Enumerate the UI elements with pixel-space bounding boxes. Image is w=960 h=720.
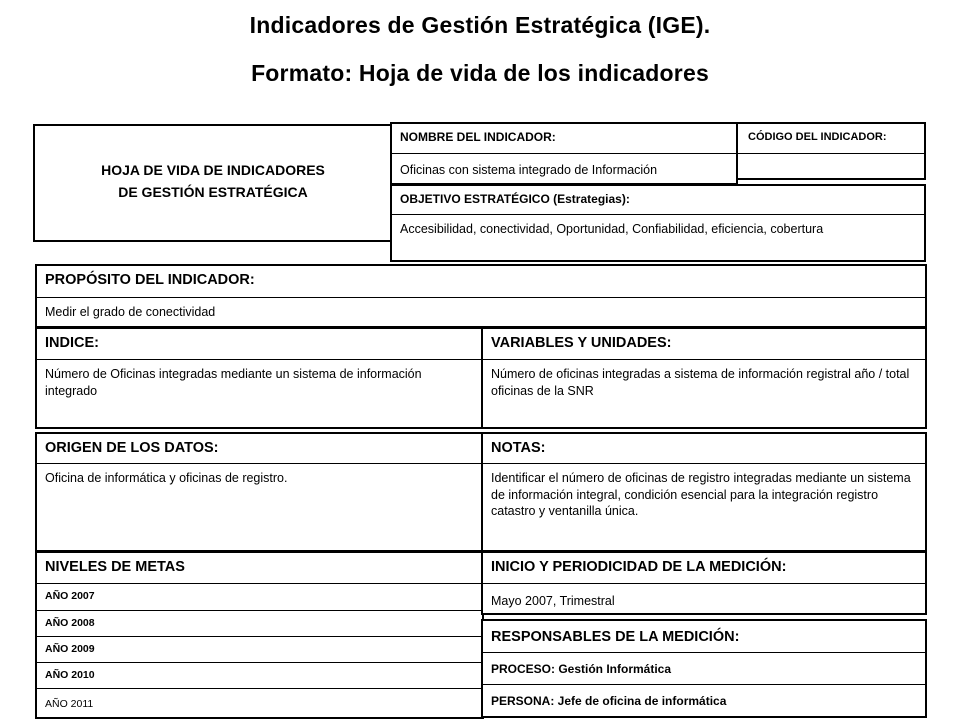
index-label: INDICE: bbox=[45, 335, 99, 351]
data-origin-box bbox=[35, 432, 484, 552]
page-subtitle: Formato: Hoja de vida de los indicadores bbox=[251, 60, 709, 86]
notes-box bbox=[481, 432, 927, 552]
responsible-process: PROCESO: Gestión Informática bbox=[491, 662, 672, 676]
index-value: Número de Oficinas integradas mediante un sistema de información integrado bbox=[45, 367, 422, 398]
measurement-value: Mayo 2007, Trimestral bbox=[491, 594, 615, 608]
variables-label: VARIABLES Y UNIDADES: bbox=[491, 335, 672, 351]
goal-year-label: AÑO 2011 bbox=[45, 698, 94, 710]
responsible-person: PERSONA: Jefe de oficina de informática bbox=[491, 694, 727, 708]
measurement-box bbox=[481, 551, 927, 615]
goal-year-row bbox=[37, 611, 482, 637]
goal-year-row bbox=[37, 584, 482, 611]
page-title: Indicadores de Gestión Estratégica (IGE). bbox=[249, 12, 711, 38]
notes-label: NOTAS: bbox=[491, 440, 546, 456]
indicator-code-box bbox=[736, 122, 926, 180]
goals-label: NIVELES DE METAS bbox=[45, 559, 185, 575]
responsibles-box bbox=[481, 619, 927, 718]
indicator-name-label: NOMBRE DEL INDICADOR: bbox=[400, 130, 556, 144]
goal-year-label: AÑO 2009 bbox=[45, 643, 95, 655]
measurement-label: INICIO Y PERIODICIDAD DE LA MEDICIÓN: bbox=[491, 559, 787, 575]
goal-year-label: AÑO 2007 bbox=[45, 590, 95, 602]
objective-value: Accesibilidad, conectividad, Oportunidad, Confiabilidad, eficiencia, cobertura bbox=[400, 222, 824, 236]
variables-value: Número de oficinas integradas a sistema de información registral año / total oficinas de la SNR bbox=[491, 367, 910, 398]
goal-year-row bbox=[37, 663, 482, 689]
data-origin-value: Oficina de informática y oficinas de registro. bbox=[45, 471, 288, 485]
objective-box bbox=[390, 184, 926, 262]
objective-label: OBJETIVO ESTRATÉGICO (Estrategias): bbox=[400, 192, 630, 206]
variables-box bbox=[481, 327, 927, 429]
index-box bbox=[35, 327, 484, 429]
purpose-value: Medir el grado de conectividad bbox=[45, 305, 216, 319]
sheet-title-line1: HOJA DE VIDA DE INDICADORES bbox=[101, 162, 325, 178]
purpose-label: PROPÓSITO DEL INDICADOR: bbox=[45, 272, 255, 288]
purpose-box bbox=[35, 264, 927, 328]
data-origin-label: ORIGEN DE LOS DATOS: bbox=[45, 440, 219, 456]
indicator-code-label: CÓDIGO DEL INDICADOR: bbox=[748, 131, 887, 143]
goals-box bbox=[35, 551, 484, 719]
indicator-name-box bbox=[390, 122, 738, 185]
responsibles-label: RESPONSABLES DE LA MEDICIÓN: bbox=[491, 629, 740, 645]
goal-year-row bbox=[37, 689, 482, 719]
sheet-title-line2: DE GESTIÓN ESTRATÉGICA bbox=[118, 184, 308, 201]
indicator-name-value: Oficinas con sistema integrado de Información bbox=[400, 163, 658, 177]
notes-value: Identificar el número de oficinas de registro integradas mediante un sistema de información integral, condición esencial para la integración registro catastro y ventanilla única. bbox=[491, 471, 911, 519]
goal-year-label: AÑO 2010 bbox=[45, 669, 95, 681]
goal-year-row bbox=[37, 637, 482, 663]
goal-year-label: AÑO 2008 bbox=[45, 617, 95, 629]
indicator-code-value bbox=[738, 154, 924, 160]
sheet-title-box bbox=[33, 124, 393, 242]
